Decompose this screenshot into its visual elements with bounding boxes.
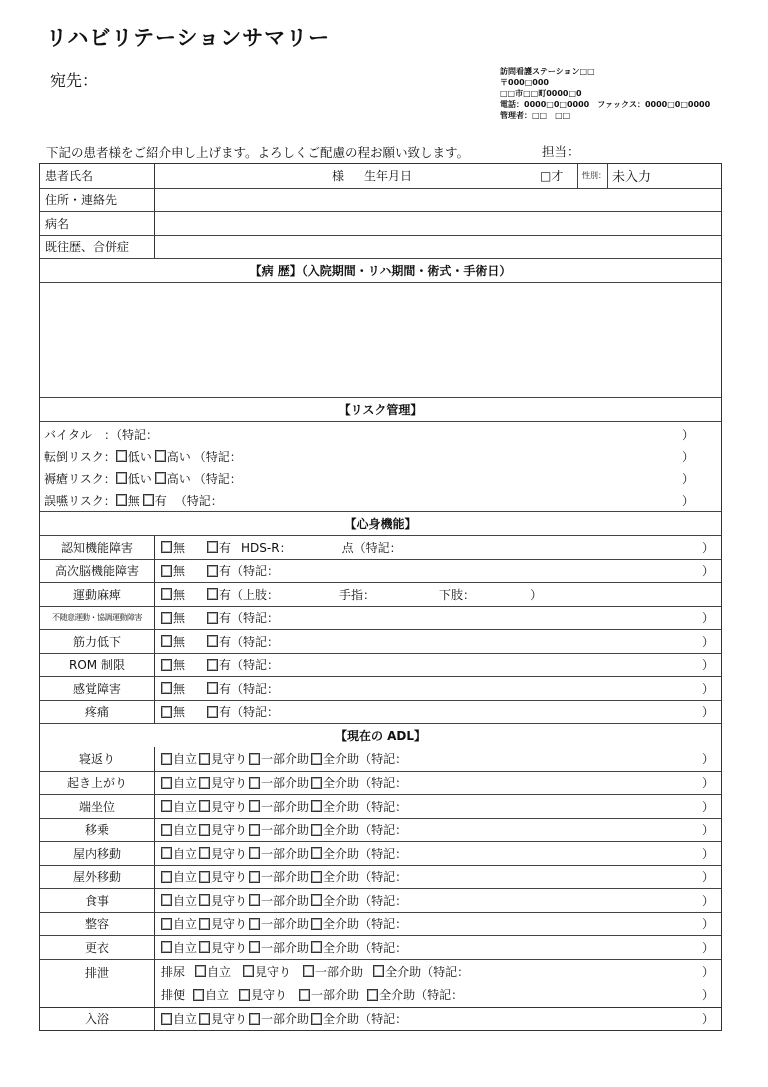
function-label: 高次脳機能障害 <box>40 560 155 583</box>
adl-options <box>155 889 721 912</box>
low-label: 低い <box>127 471 152 486</box>
note-label: （特記： <box>359 893 408 908</box>
functions-title: 【心身機能】 <box>344 517 417 531</box>
function-options <box>155 607 721 630</box>
independent-checkbox[interactable] <box>161 871 172 883</box>
present-checkbox[interactable] <box>207 682 218 694</box>
gender-select[interactable] <box>607 164 721 188</box>
independent-label: 自立 <box>173 846 198 861</box>
adl-row-excretion <box>40 959 721 1007</box>
full-assist-checkbox[interactable] <box>311 777 322 789</box>
low-label: 低い <box>127 449 152 464</box>
excretion-lines <box>155 960 721 1007</box>
full-assist-label: 全介助 <box>385 964 422 979</box>
close-paren: ） <box>701 964 714 979</box>
independent-checkbox[interactable] <box>161 777 172 789</box>
independent-checkbox[interactable] <box>161 800 172 812</box>
supervision-label: 見守り <box>251 988 288 1003</box>
function-label: 疼痛 <box>40 701 155 724</box>
lower-limb-label: 下肢： <box>439 587 476 602</box>
function-label: 不随意運動・協調運動障害 <box>40 607 155 630</box>
urination-line <box>155 960 721 984</box>
partial-assist-label: 一部介助 <box>261 752 310 767</box>
partial-assist-checkbox[interactable] <box>249 800 260 812</box>
address-label: 住所・連絡先 <box>40 189 155 212</box>
adl-options <box>155 913 721 936</box>
pressure-high-checkbox[interactable] <box>155 472 166 484</box>
present-label: 有（上肢： <box>219 587 280 602</box>
independent-label: 自立 <box>173 917 198 932</box>
history-label: 既往歴、合併症 <box>40 236 155 259</box>
document-title: リハビリテーションサマリー <box>46 26 331 50</box>
function-label: ROM 制限 <box>40 654 155 677</box>
fall-low-checkbox[interactable] <box>116 450 127 462</box>
none-label: 無 <box>173 705 186 720</box>
partial-assist-checkbox[interactable] <box>249 847 260 859</box>
supervision-label: 見守り <box>211 776 248 791</box>
full-assist-label: 全介助 <box>323 917 360 932</box>
pressure-risk-label: 褥瘡リスク： <box>44 471 116 486</box>
present-checkbox[interactable] <box>207 612 218 624</box>
partial-assist-checkbox[interactable] <box>249 777 260 789</box>
points-label: 点（特記： <box>341 540 402 555</box>
partial-assist-checkbox[interactable] <box>249 918 260 930</box>
independent-checkbox[interactable] <box>161 918 172 930</box>
function-row-cognitive <box>40 535 721 559</box>
independent-checkbox[interactable] <box>161 847 172 859</box>
disease-label: 病名 <box>40 212 155 235</box>
partial-assist-checkbox[interactable] <box>249 824 260 836</box>
function-label: 認知機能障害 <box>40 536 155 559</box>
vital-row <box>40 423 721 445</box>
close-paren: ） <box>701 893 714 908</box>
supervision-checkbox[interactable] <box>199 847 210 859</box>
partial-assist-label: 一部介助 <box>261 870 310 885</box>
function-row-motor-paralysis <box>40 582 721 606</box>
disease-field[interactable] <box>155 212 721 235</box>
function-options <box>155 701 721 724</box>
adl-options <box>155 866 721 889</box>
present-checkbox[interactable] <box>207 706 218 718</box>
note-label: （特記： <box>359 870 408 885</box>
adl-label: 起き上がり <box>40 772 155 795</box>
independent-checkbox[interactable] <box>195 965 206 977</box>
present-label: 有（特記： <box>219 611 280 626</box>
function-options <box>155 583 721 606</box>
present-checkbox[interactable] <box>207 635 218 647</box>
supervision-label: 見守り <box>211 823 248 838</box>
full-assist-label: 全介助 <box>323 846 360 861</box>
function-row-sensory <box>40 676 721 700</box>
adl-row-bathing <box>40 1007 721 1031</box>
risk-header <box>40 397 721 421</box>
fall-risk-label: 転倒リスク： <box>44 449 116 464</box>
supervision-checkbox[interactable] <box>199 800 210 812</box>
present-label: 有 <box>219 540 232 555</box>
full-assist-label: 全介助 <box>323 1012 360 1027</box>
aspiration-risk-row <box>40 489 721 511</box>
supervision-label: 見守り <box>211 1012 248 1027</box>
independent-label: 自立 <box>173 776 198 791</box>
close-paren: ） <box>701 681 714 696</box>
close-paren: ） <box>701 658 714 673</box>
station-phone-fax: 電話：0000□0□0000 ファックス：0000□0□0000 <box>500 100 711 109</box>
independent-checkbox[interactable] <box>161 941 172 953</box>
defecation-line <box>155 983 721 1007</box>
full-assist-checkbox[interactable] <box>311 871 322 883</box>
function-options <box>155 654 721 677</box>
address-row <box>40 188 721 212</box>
supervision-label: 見守り <box>211 799 248 814</box>
function-options <box>155 630 721 653</box>
partial-assist-label: 一部介助 <box>261 799 310 814</box>
none-label: 無 <box>173 634 186 649</box>
independent-checkbox[interactable] <box>161 1013 172 1025</box>
independent-checkbox[interactable] <box>193 989 204 1001</box>
adl-header <box>40 723 721 747</box>
adl-label: 排泄 <box>40 960 155 1007</box>
fall-high-checkbox[interactable] <box>155 450 166 462</box>
function-row-pain <box>40 700 721 724</box>
gender-label: 性別： <box>582 171 606 181</box>
history-field[interactable] <box>155 236 721 259</box>
close-paren: ） <box>701 823 714 838</box>
close-paren: ） <box>701 1012 714 1027</box>
age-suffix: □才 <box>540 169 564 184</box>
partial-assist-label: 一部介助 <box>261 893 310 908</box>
close-paren: ） <box>681 449 694 464</box>
disease-row <box>40 211 721 235</box>
close-paren: ） <box>701 752 714 767</box>
medical-history-field[interactable] <box>40 282 721 397</box>
independent-label: 自立 <box>173 823 198 838</box>
address-field[interactable] <box>155 189 721 212</box>
note-label: （特記： <box>359 776 408 791</box>
sama-label: 様 <box>332 169 345 184</box>
supervision-checkbox[interactable] <box>199 777 210 789</box>
adl-options <box>155 795 721 818</box>
present-label: 有 <box>154 493 167 508</box>
adl-row <box>40 888 721 912</box>
note-label: （特記： <box>415 988 464 1003</box>
supervision-checkbox[interactable] <box>199 871 210 883</box>
function-options <box>155 560 721 583</box>
note-label: （特記： <box>359 1012 408 1027</box>
note-label: （特記： <box>359 752 408 767</box>
close-paren: ） <box>701 917 714 932</box>
supervision-label: 見守り <box>211 752 248 767</box>
station-address: □□市□□町0000□0 <box>500 89 582 98</box>
present-checkbox[interactable] <box>207 659 218 671</box>
patient-name-label: 患者氏名 <box>40 164 155 188</box>
patient-name-row <box>40 164 721 188</box>
full-assist-checkbox[interactable] <box>311 894 322 906</box>
adl-row <box>40 841 721 865</box>
full-assist-label: 全介助 <box>323 799 360 814</box>
note-label: （特記： <box>359 940 408 955</box>
functions-header <box>40 511 721 535</box>
supervision-checkbox[interactable] <box>199 941 210 953</box>
medical-history-header <box>40 258 721 282</box>
full-assist-checkbox[interactable] <box>311 941 322 953</box>
close-paren: ） <box>681 427 694 442</box>
vital-label: バイタル ：（特記： <box>44 427 159 442</box>
none-checkbox[interactable] <box>161 541 172 553</box>
independent-label: 自立 <box>173 940 198 955</box>
fall-risk-row <box>40 445 721 467</box>
full-assist-label: 全介助 <box>323 823 360 838</box>
station-manager: 管理者：□□ □□ <box>500 111 571 120</box>
partial-assist-label: 一部介助 <box>261 846 310 861</box>
adl-row <box>40 771 721 795</box>
risk-block <box>40 421 721 511</box>
close-paren: ） <box>701 611 714 626</box>
note-label: （特記： <box>193 471 242 486</box>
high-label: 高い <box>166 471 191 486</box>
supervision-label: 見守り <box>211 893 248 908</box>
present-label: 有（特記： <box>219 634 280 649</box>
adl-options <box>155 772 721 795</box>
none-checkbox[interactable] <box>161 612 172 624</box>
supervision-checkbox[interactable] <box>239 989 250 1001</box>
aspiration-none-checkbox[interactable] <box>116 494 127 506</box>
independent-label: 自立 <box>205 988 230 1003</box>
partial-assist-label: 一部介助 <box>261 776 310 791</box>
supervision-label: 見守り <box>211 917 248 932</box>
partial-assist-label: 一部介助 <box>315 964 364 979</box>
supervision-checkbox[interactable] <box>199 918 210 930</box>
none-checkbox[interactable] <box>161 565 172 577</box>
independent-label: 自立 <box>173 893 198 908</box>
station-name: 訪問看護ステーション□□ <box>500 67 595 76</box>
adl-row <box>40 747 721 771</box>
partial-assist-label: 一部介助 <box>311 988 360 1003</box>
present-checkbox[interactable] <box>207 588 218 600</box>
adl-label: 端坐位 <box>40 795 155 818</box>
close-paren: ） <box>701 634 714 649</box>
station-postal: 〒000□000 <box>500 78 549 87</box>
full-assist-label: 全介助 <box>379 988 416 1003</box>
function-options <box>155 536 721 559</box>
close-paren: ） <box>701 705 714 720</box>
full-assist-label: 全介助 <box>323 940 360 955</box>
full-assist-label: 全介助 <box>323 870 360 885</box>
supervision-checkbox[interactable] <box>199 1013 210 1025</box>
supervision-label: 見守り <box>211 870 248 885</box>
close-paren: ） <box>701 564 714 579</box>
none-label: 無 <box>173 681 186 696</box>
note-label: （特記： <box>359 823 408 838</box>
independent-checkbox[interactable] <box>161 753 172 765</box>
aspiration-present-checkbox[interactable] <box>143 494 154 506</box>
adl-options <box>155 747 721 771</box>
function-row-rom <box>40 653 721 677</box>
supervision-checkbox[interactable] <box>199 894 210 906</box>
none-label: 無 <box>173 540 186 555</box>
adl-options <box>155 936 721 959</box>
function-row-involuntary <box>40 606 721 630</box>
adl-label: 整容 <box>40 913 155 936</box>
full-assist-checkbox[interactable] <box>311 847 322 859</box>
close-paren: ） <box>701 540 714 555</box>
full-assist-checkbox[interactable] <box>367 989 378 1001</box>
adl-row <box>40 935 721 959</box>
none-checkbox[interactable] <box>161 588 172 600</box>
supervision-checkbox[interactable] <box>199 753 210 765</box>
close-paren: ） <box>701 940 714 955</box>
partial-assist-label: 一部介助 <box>261 917 310 932</box>
supervision-label: 見守り <box>211 846 248 861</box>
partial-assist-checkbox[interactable] <box>249 871 260 883</box>
full-assist-checkbox[interactable] <box>311 918 322 930</box>
independent-label: 自立 <box>173 1012 198 1027</box>
defecation-label: 排便 <box>161 988 186 1003</box>
present-checkbox[interactable] <box>207 565 218 577</box>
close-paren: ） <box>701 776 714 791</box>
note-label: （特記： <box>359 846 408 861</box>
birth-label: 生年月日 <box>364 169 413 184</box>
history-row <box>40 235 721 259</box>
close-paren: ） <box>701 799 714 814</box>
note-label: （特記： <box>174 493 223 508</box>
note-label: （特記： <box>421 964 470 979</box>
addressee-label: 宛先： <box>50 71 99 90</box>
none-checkbox[interactable] <box>161 635 172 647</box>
independent-label: 自立 <box>207 964 232 979</box>
none-label: 無 <box>173 587 186 602</box>
independent-checkbox[interactable] <box>161 894 172 906</box>
present-label: 有（特記： <box>219 681 280 696</box>
partial-assist-checkbox[interactable] <box>303 965 314 977</box>
risk-title: 【リスク管理】 <box>338 403 423 417</box>
adl-label: 移乗 <box>40 819 155 842</box>
gender-value: 未入力 <box>612 170 652 186</box>
adl-row <box>40 794 721 818</box>
function-row-muscle <box>40 629 721 653</box>
note-label: （特記： <box>193 449 242 464</box>
independent-checkbox[interactable] <box>161 824 172 836</box>
none-checkbox[interactable] <box>161 706 172 718</box>
station-info <box>500 66 710 121</box>
full-assist-label: 全介助 <box>323 893 360 908</box>
supervision-label: 見守り <box>255 964 292 979</box>
gender-label-cell <box>577 164 607 188</box>
full-assist-label: 全介助 <box>323 752 360 767</box>
partial-assist-label: 一部介助 <box>261 823 310 838</box>
supervision-label: 見守り <box>211 940 248 955</box>
close-paren: ） <box>681 471 694 486</box>
adl-row <box>40 912 721 936</box>
none-label: 無 <box>127 493 140 508</box>
full-assist-checkbox[interactable] <box>373 965 384 977</box>
patient-name-field[interactable] <box>155 164 721 188</box>
close-paren: ） <box>701 870 714 885</box>
none-checkbox[interactable] <box>161 682 172 694</box>
adl-options <box>155 842 721 865</box>
aspiration-risk-label: 誤嚥リスク： <box>44 493 116 508</box>
function-label: 感覚障害 <box>40 677 155 700</box>
pressure-low-checkbox[interactable] <box>116 472 127 484</box>
partial-assist-label: 一部介助 <box>261 940 310 955</box>
intro-text: 下記の患者様をご紹介申し上げます。よろしくご配慮の程お願い致します。 <box>46 145 470 160</box>
supervision-checkbox[interactable] <box>199 824 210 836</box>
medical-history-title: 【病 歴】（入院期間・リハ期間・術式・手術日） <box>249 264 512 278</box>
none-checkbox[interactable] <box>161 659 172 671</box>
adl-rows <box>40 747 721 959</box>
present-label: 有（特記： <box>219 705 280 720</box>
adl-row <box>40 818 721 842</box>
full-assist-checkbox[interactable] <box>311 800 322 812</box>
close-paren: ） <box>681 493 694 508</box>
full-assist-label: 全介助 <box>323 776 360 791</box>
adl-label: 更衣 <box>40 936 155 959</box>
adl-label: 寝返り <box>40 747 155 771</box>
present-label: 有（特記： <box>219 564 280 579</box>
none-label: 無 <box>173 564 186 579</box>
close-paren: ） <box>701 846 714 861</box>
staff-label: 担当： <box>542 144 580 159</box>
adl-options <box>155 1008 721 1031</box>
partial-assist-checkbox[interactable] <box>249 941 260 953</box>
function-label: 筋力低下 <box>40 630 155 653</box>
none-label: 無 <box>173 611 186 626</box>
partial-assist-checkbox[interactable] <box>249 894 260 906</box>
close-paren: ） <box>701 988 714 1003</box>
close-paren: ） <box>530 587 543 602</box>
function-label: 運動麻痺 <box>40 583 155 606</box>
pressure-risk-row <box>40 467 721 489</box>
present-label: 有（特記： <box>219 658 280 673</box>
note-label: （特記： <box>359 799 408 814</box>
full-assist-checkbox[interactable] <box>311 824 322 836</box>
partial-assist-label: 一部介助 <box>261 1012 310 1027</box>
full-assist-checkbox[interactable] <box>311 1013 322 1025</box>
function-options <box>155 677 721 700</box>
finger-label: 手指： <box>339 587 376 602</box>
adl-row <box>40 865 721 889</box>
present-checkbox[interactable] <box>207 541 218 553</box>
summary-form <box>39 163 722 1031</box>
adl-label: 屋内移動 <box>40 842 155 865</box>
partial-assist-checkbox[interactable] <box>249 1013 260 1025</box>
high-label: 高い <box>166 449 191 464</box>
adl-title: 【現在の ADL】 <box>334 729 427 743</box>
supervision-checkbox[interactable] <box>243 965 254 977</box>
function-row-higher-brain <box>40 559 721 583</box>
hds-r-label: HDS-R： <box>241 540 292 555</box>
independent-label: 自立 <box>173 752 198 767</box>
adl-options <box>155 819 721 842</box>
adl-label: 食事 <box>40 889 155 912</box>
none-label: 無 <box>173 658 186 673</box>
full-assist-checkbox[interactable] <box>311 753 322 765</box>
partial-assist-checkbox[interactable] <box>299 989 310 1001</box>
note-label: （特記： <box>359 917 408 932</box>
partial-assist-checkbox[interactable] <box>249 753 260 765</box>
independent-label: 自立 <box>173 799 198 814</box>
urination-label: 排尿 <box>161 964 186 979</box>
adl-label: 屋外移動 <box>40 866 155 889</box>
independent-label: 自立 <box>173 870 198 885</box>
adl-label: 入浴 <box>40 1008 155 1031</box>
